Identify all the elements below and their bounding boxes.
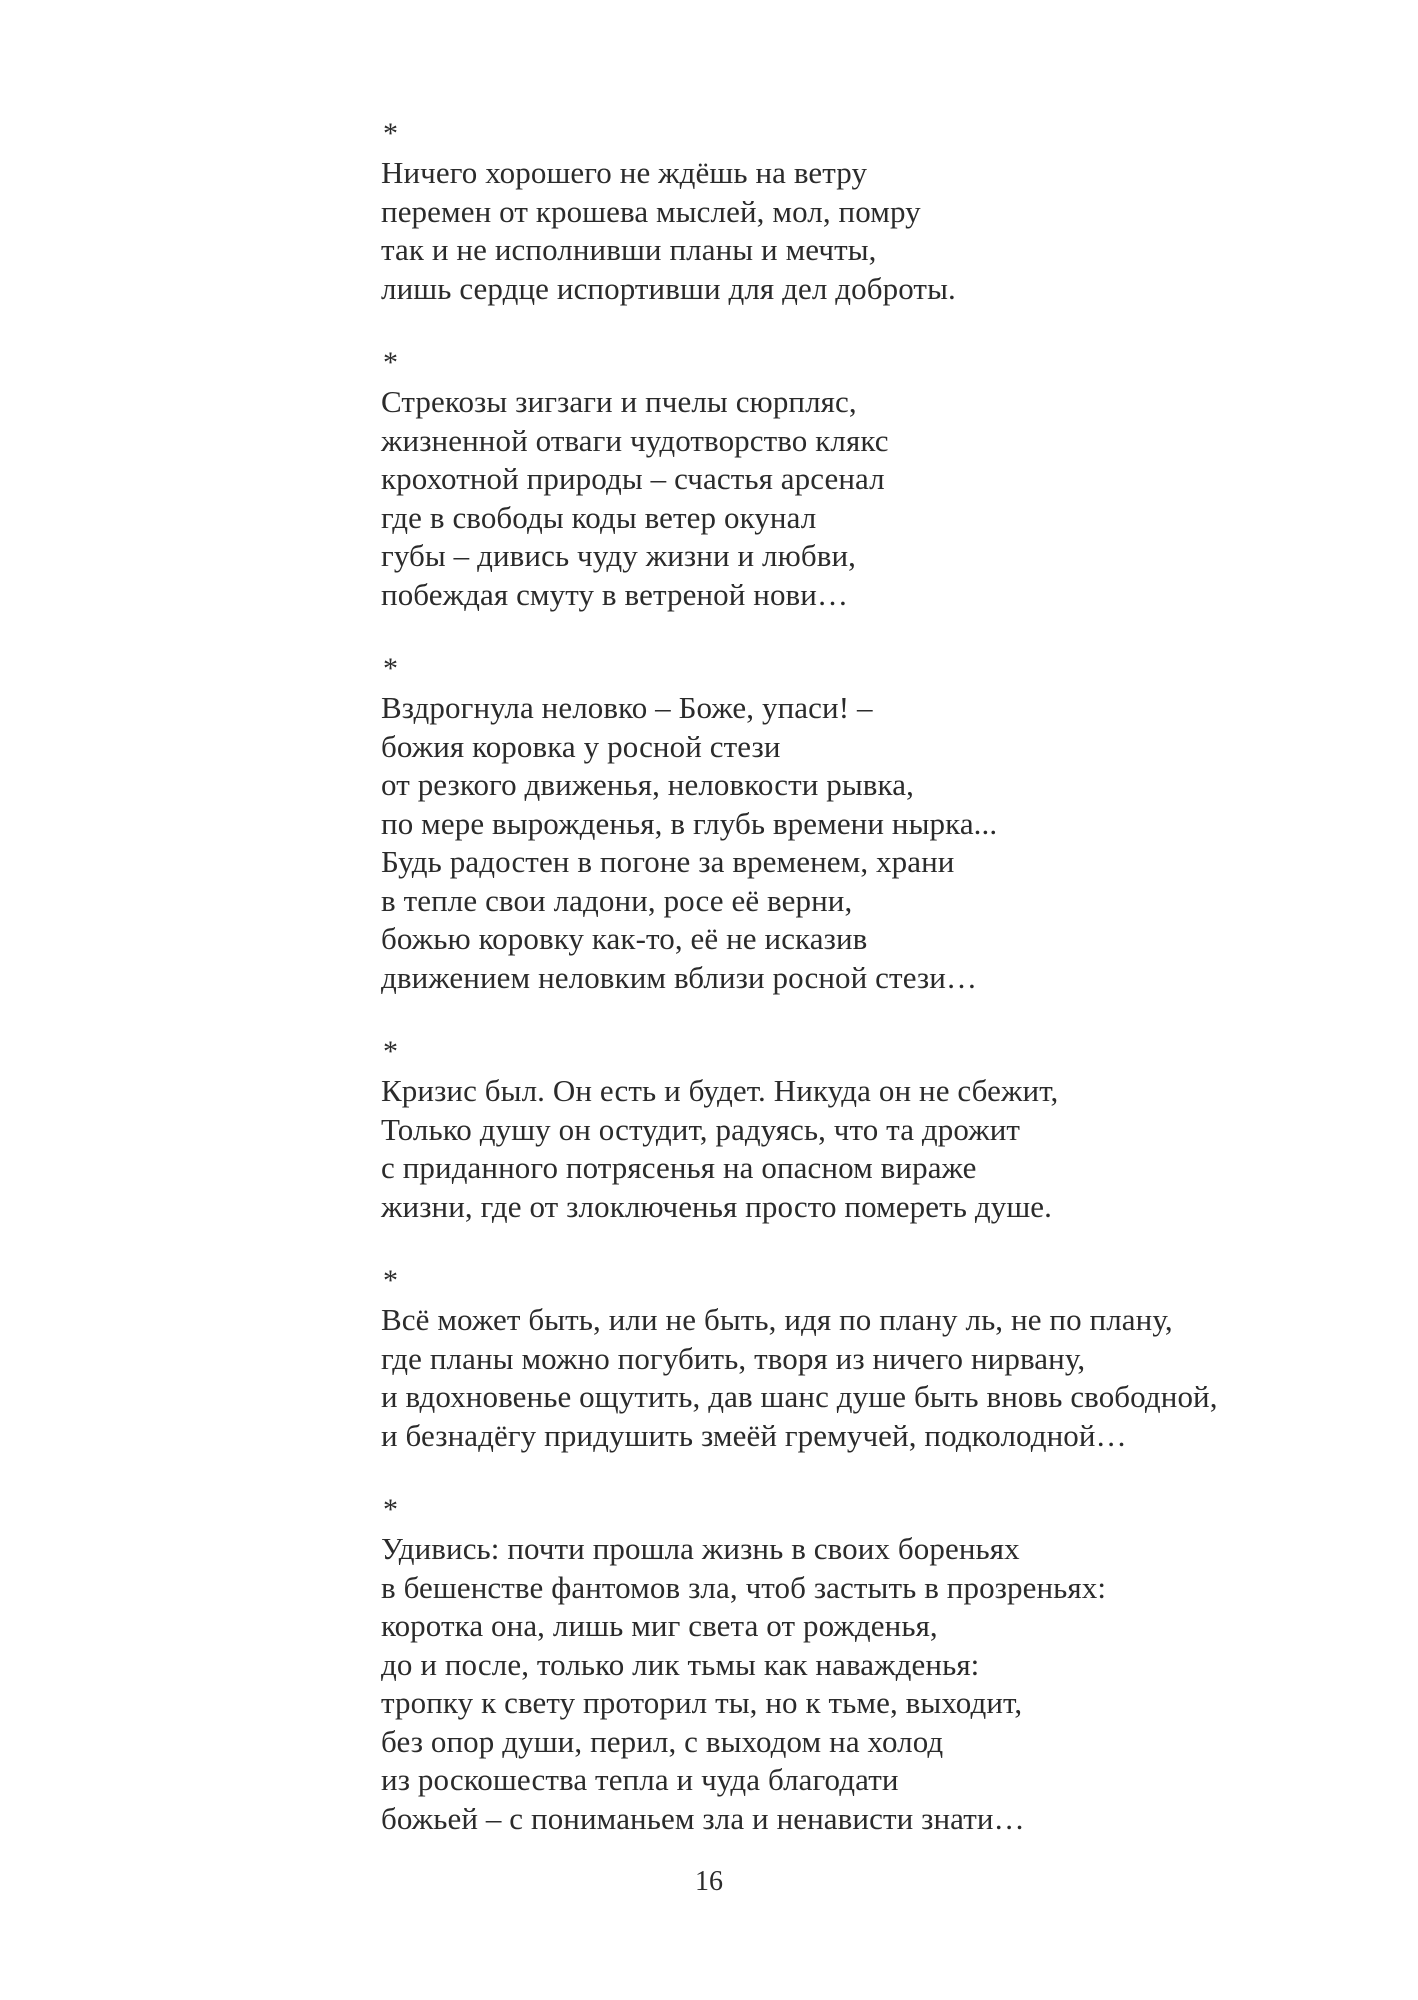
poem-line: Стрекозы зигзаги и пчелы сюрпляс,: [381, 384, 857, 419]
poem-line: Только душу он остудит, радуясь, что та дрожит: [381, 1111, 1021, 1147]
poem-line: движением неловким вблизи росной стези…: [381, 959, 978, 995]
poem-separator-asterisk: *: [383, 1035, 398, 1068]
poem: [381, 1261, 1381, 1455]
poem-line: до и после, только лик тьмы как наважденья:: [381, 1646, 980, 1682]
poem-line: жизненной отваги чудотворство клякс: [381, 422, 889, 458]
poem-line: из роскошества тепла и чуда благодати: [381, 1762, 899, 1797]
poem-line: Всё может быть, или не быть, идя по плану ль, не по плану,: [381, 1302, 1173, 1337]
poem-separator-asterisk: *: [383, 117, 398, 150]
poem-line: божьей – с пониманьем зла и ненависти знати…: [381, 1800, 1025, 1836]
poem-line: коротка она, лишь миг света от рожденья,: [381, 1608, 938, 1643]
poem-line: побеждая смуту в ветреной нови…: [381, 576, 849, 612]
poem-separator-asterisk: *: [383, 1493, 398, 1526]
poem-line: где в свободы коды ветер окунал: [381, 499, 817, 535]
poem-separator-asterisk: *: [383, 652, 398, 685]
poem-line: божия коровка у росной стези: [381, 728, 781, 764]
poem-line: без опор души, перил, с выходом на холод: [381, 1723, 944, 1759]
poem-line: в бешенстве фантомов зла, чтоб застыть в прозреньях:: [381, 1569, 1107, 1605]
poem-line: божью коровку как-то, её не исказив: [381, 921, 868, 956]
poem-line: где планы можно погубить, творя из ничего нирвану,: [381, 1340, 1086, 1376]
poem-line: Вздрогнула неловко – Боже, упаси! –: [381, 690, 873, 725]
page-number: 16: [695, 1866, 723, 1897]
poem-line: перемен от крошева мыслей, мол, помру: [381, 193, 921, 229]
poem: [381, 649, 1381, 997]
poem-separator-asterisk: *: [383, 346, 398, 379]
poem-line: и безнадёгу придушить змеёй гремучей, подколодной…: [381, 1417, 1127, 1453]
poem: [381, 1490, 1381, 1838]
poem-line: по мере вырожденья, в глубь времени нырка...: [381, 805, 998, 841]
poem-line: жизни, где от злоключенья просто помереть душе.: [381, 1188, 1053, 1224]
poem-line: лишь сердце испортивши для дел доброты.: [381, 270, 956, 306]
poem-line: Удивись: почти прошла жизнь в своих бореньях: [381, 1531, 1020, 1566]
poem-line: Ничего хорошего не ждёшь на ветру: [381, 155, 868, 190]
poem: [381, 1032, 1381, 1226]
poems-container: [381, 114, 1381, 1873]
poem-line: тропку к свету проторил ты, но к тьме, выходит,: [381, 1685, 1023, 1720]
poem-separator-asterisk: *: [383, 1264, 398, 1297]
poem: [381, 114, 1381, 308]
poem-line: губы – дивись чуду жизни и любви,: [381, 538, 857, 573]
poem-line: Кризис был. Он есть и будет. Никуда он не сбежит,: [381, 1073, 1059, 1108]
poem-line: в тепле свои ладони, росе её верни,: [381, 882, 853, 918]
poem: [381, 343, 1381, 614]
poem-line: и вдохновенье ощутить, дав шанс душе быть вновь свободной,: [381, 1379, 1218, 1414]
poem-line: Будь радостен в погоне за временем, храни: [381, 844, 955, 879]
poem-line: с приданного потрясенья на опасном вираже: [381, 1150, 977, 1185]
poem-line: так и не исполнивши планы и мечты,: [381, 232, 877, 267]
poem-line: от резкого движенья, неловкости рывка,: [381, 767, 914, 802]
poem-line: крохотной природы – счастья арсенал: [381, 461, 885, 496]
